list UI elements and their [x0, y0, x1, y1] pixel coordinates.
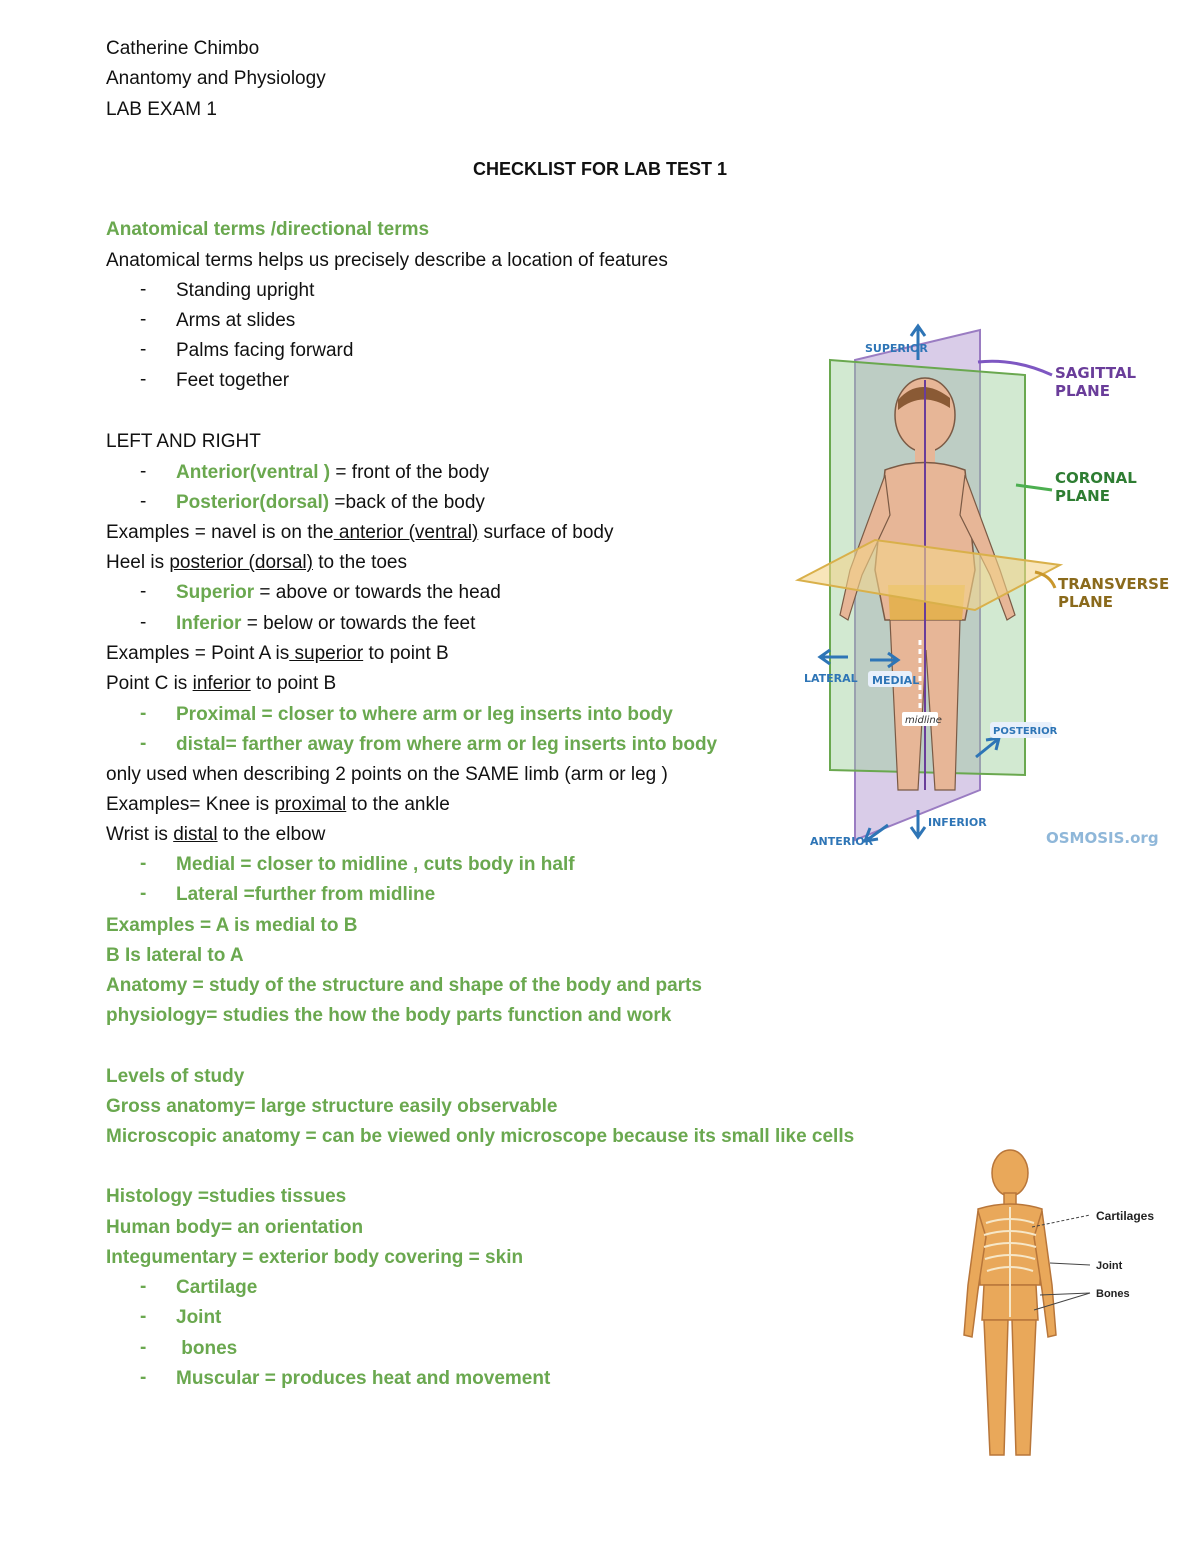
example-point-c [106, 672, 336, 696]
list-item-posterior [176, 491, 485, 515]
underlined-term: distal [173, 824, 218, 845]
term-posterior: Posterior(dorsal) [176, 492, 330, 513]
term-inferior: Inferior [176, 613, 242, 634]
bullet: - [140, 1337, 147, 1358]
body-planes-figure [790, 320, 1170, 860]
bullet: - [140, 1367, 147, 1388]
definition-microscopic-anatomy: Microscopic anatomy = can be viewed only microscope because its small like cells [106, 1126, 855, 1147]
list-item-anterior [176, 461, 489, 485]
list-item: Feet together [176, 370, 290, 391]
term-superior: Superior [176, 582, 255, 603]
section-intro: Anatomical terms helps us precisely describe a location of features [106, 250, 668, 271]
text: to the elbow [217, 824, 326, 845]
list-item: Standing upright [176, 280, 315, 301]
section-heading-anatomical-terms: Anatomical terms /directional terms [106, 219, 430, 240]
label-sagittal: SAGITTAL [1055, 364, 1137, 382]
bullet: - [140, 309, 147, 330]
bullet: - [140, 703, 147, 724]
author-name: Catherine Chimbo [106, 38, 260, 59]
bullet: - [140, 339, 147, 360]
section-heading-left-right: LEFT AND RIGHT [106, 431, 261, 452]
note-same-limb: only used when describing 2 points on the SAME limb (arm or leg ) [106, 764, 668, 785]
text: to point B [250, 673, 337, 694]
label-coronal-plane: PLANE [1055, 487, 1110, 505]
definition-posterior: =back of the body [329, 492, 485, 513]
example-lateral: B Is lateral to A [106, 945, 244, 966]
definition-superior: = above or towards the head [254, 582, 501, 603]
bullet: - [140, 581, 147, 602]
label-coronal: CORONAL [1055, 469, 1137, 487]
text: Examples = navel is on the [106, 522, 334, 543]
example-point-a [106, 642, 449, 666]
skeleton-figure [960, 1145, 1180, 1470]
definition-integumentary: Integumentary = exterior body covering = skin [106, 1247, 524, 1268]
text: Examples= Knee is [106, 794, 275, 815]
term-anterior: Anterior(ventral ) [176, 462, 331, 483]
label-posterior: POSTERIOR [993, 726, 1058, 737]
list-item-superior [176, 581, 501, 605]
bullet: - [140, 369, 147, 390]
label-cartilages: Cartilages [1096, 1209, 1155, 1223]
label-superior: SUPERIOR [865, 342, 928, 355]
list-item-medial: Medial = closer to midline , cuts body in half [176, 854, 575, 875]
text: surface of body [478, 522, 614, 543]
example-wrist [106, 823, 325, 847]
list-item: bones [176, 1338, 238, 1359]
list-item-proximal: Proximal = closer to where arm or leg inserts into body [176, 704, 673, 725]
text: to the toes [312, 552, 407, 573]
example-medial: Examples = A is medial to B [106, 915, 358, 936]
example-knee [106, 793, 450, 817]
label-inferior: INFERIOR [928, 816, 987, 829]
label-joint: Joint [1096, 1260, 1123, 1272]
definition-human-body: Human body= an orientation [106, 1217, 364, 1238]
exam-name: LAB EXAM 1 [106, 99, 217, 120]
label-transverse-plane: PLANE [1058, 593, 1113, 611]
label-transverse: TRANSVERSE [1058, 575, 1170, 593]
label-midline: midline [905, 715, 942, 726]
underlined-term: proximal [274, 794, 347, 815]
label-bones: Bones [1096, 1288, 1130, 1300]
list-item: Palms facing forward [176, 340, 354, 361]
list-item: Joint [176, 1307, 222, 1328]
text: Point C is [106, 673, 193, 694]
label-lateral: LATERAL [804, 672, 858, 685]
list-item: Arms at slides [176, 310, 296, 331]
text: to point B [363, 643, 449, 664]
list-item: Cartilage [176, 1277, 258, 1298]
text: Examples = Point A is [106, 643, 290, 664]
example-navel [106, 521, 613, 545]
bullet: - [140, 461, 147, 482]
text: to the ankle [346, 794, 450, 815]
bullet: - [140, 853, 147, 874]
label-anterior: ANTERIOR [810, 835, 874, 848]
bullet: - [140, 1306, 147, 1327]
definition-histology: Histology =studies tissues [106, 1186, 347, 1207]
bullet: - [140, 1276, 147, 1297]
definition-anatomy: Anatomy = study of the structure and shape of the body and parts [106, 975, 702, 996]
page-title: CHECKLIST FOR LAB TEST 1 [472, 159, 727, 179]
underlined-term: inferior [192, 673, 251, 694]
list-item-distal: distal= farther away from where arm or leg inserts into body [176, 734, 718, 755]
underlined-term: posterior (dorsal) [169, 552, 313, 573]
bullet: - [140, 279, 147, 300]
text: Wrist is [106, 824, 174, 845]
bullet: - [140, 883, 147, 904]
bullet: - [140, 733, 147, 754]
list-item-lateral: Lateral =further from midline [176, 884, 436, 905]
label-sagittal-plane: PLANE [1055, 382, 1110, 400]
label-medial: MEDIAL [872, 674, 920, 687]
underlined-term: anterior (ventral) [333, 522, 479, 543]
underlined-term: superior [289, 643, 364, 664]
definition-inferior: = below or towards the feet [241, 613, 476, 634]
example-heel [106, 551, 407, 575]
definition-physiology: physiology= studies the how the body parts function and work [106, 1005, 672, 1026]
osmosis-logo: OSMOSIS.org [1046, 829, 1159, 847]
definition-gross-anatomy: Gross anatomy= large structure easily observable [106, 1096, 558, 1117]
bullet: - [140, 612, 147, 633]
list-item-inferior [176, 612, 475, 636]
course-name: Anantomy and Physiology [106, 68, 326, 89]
text: Heel is [106, 552, 170, 573]
section-heading-levels: Levels of study [106, 1066, 245, 1087]
definition-anterior: = front of the body [330, 462, 490, 483]
list-item: Muscular = produces heat and movement [176, 1368, 551, 1389]
bullet: - [140, 491, 147, 512]
